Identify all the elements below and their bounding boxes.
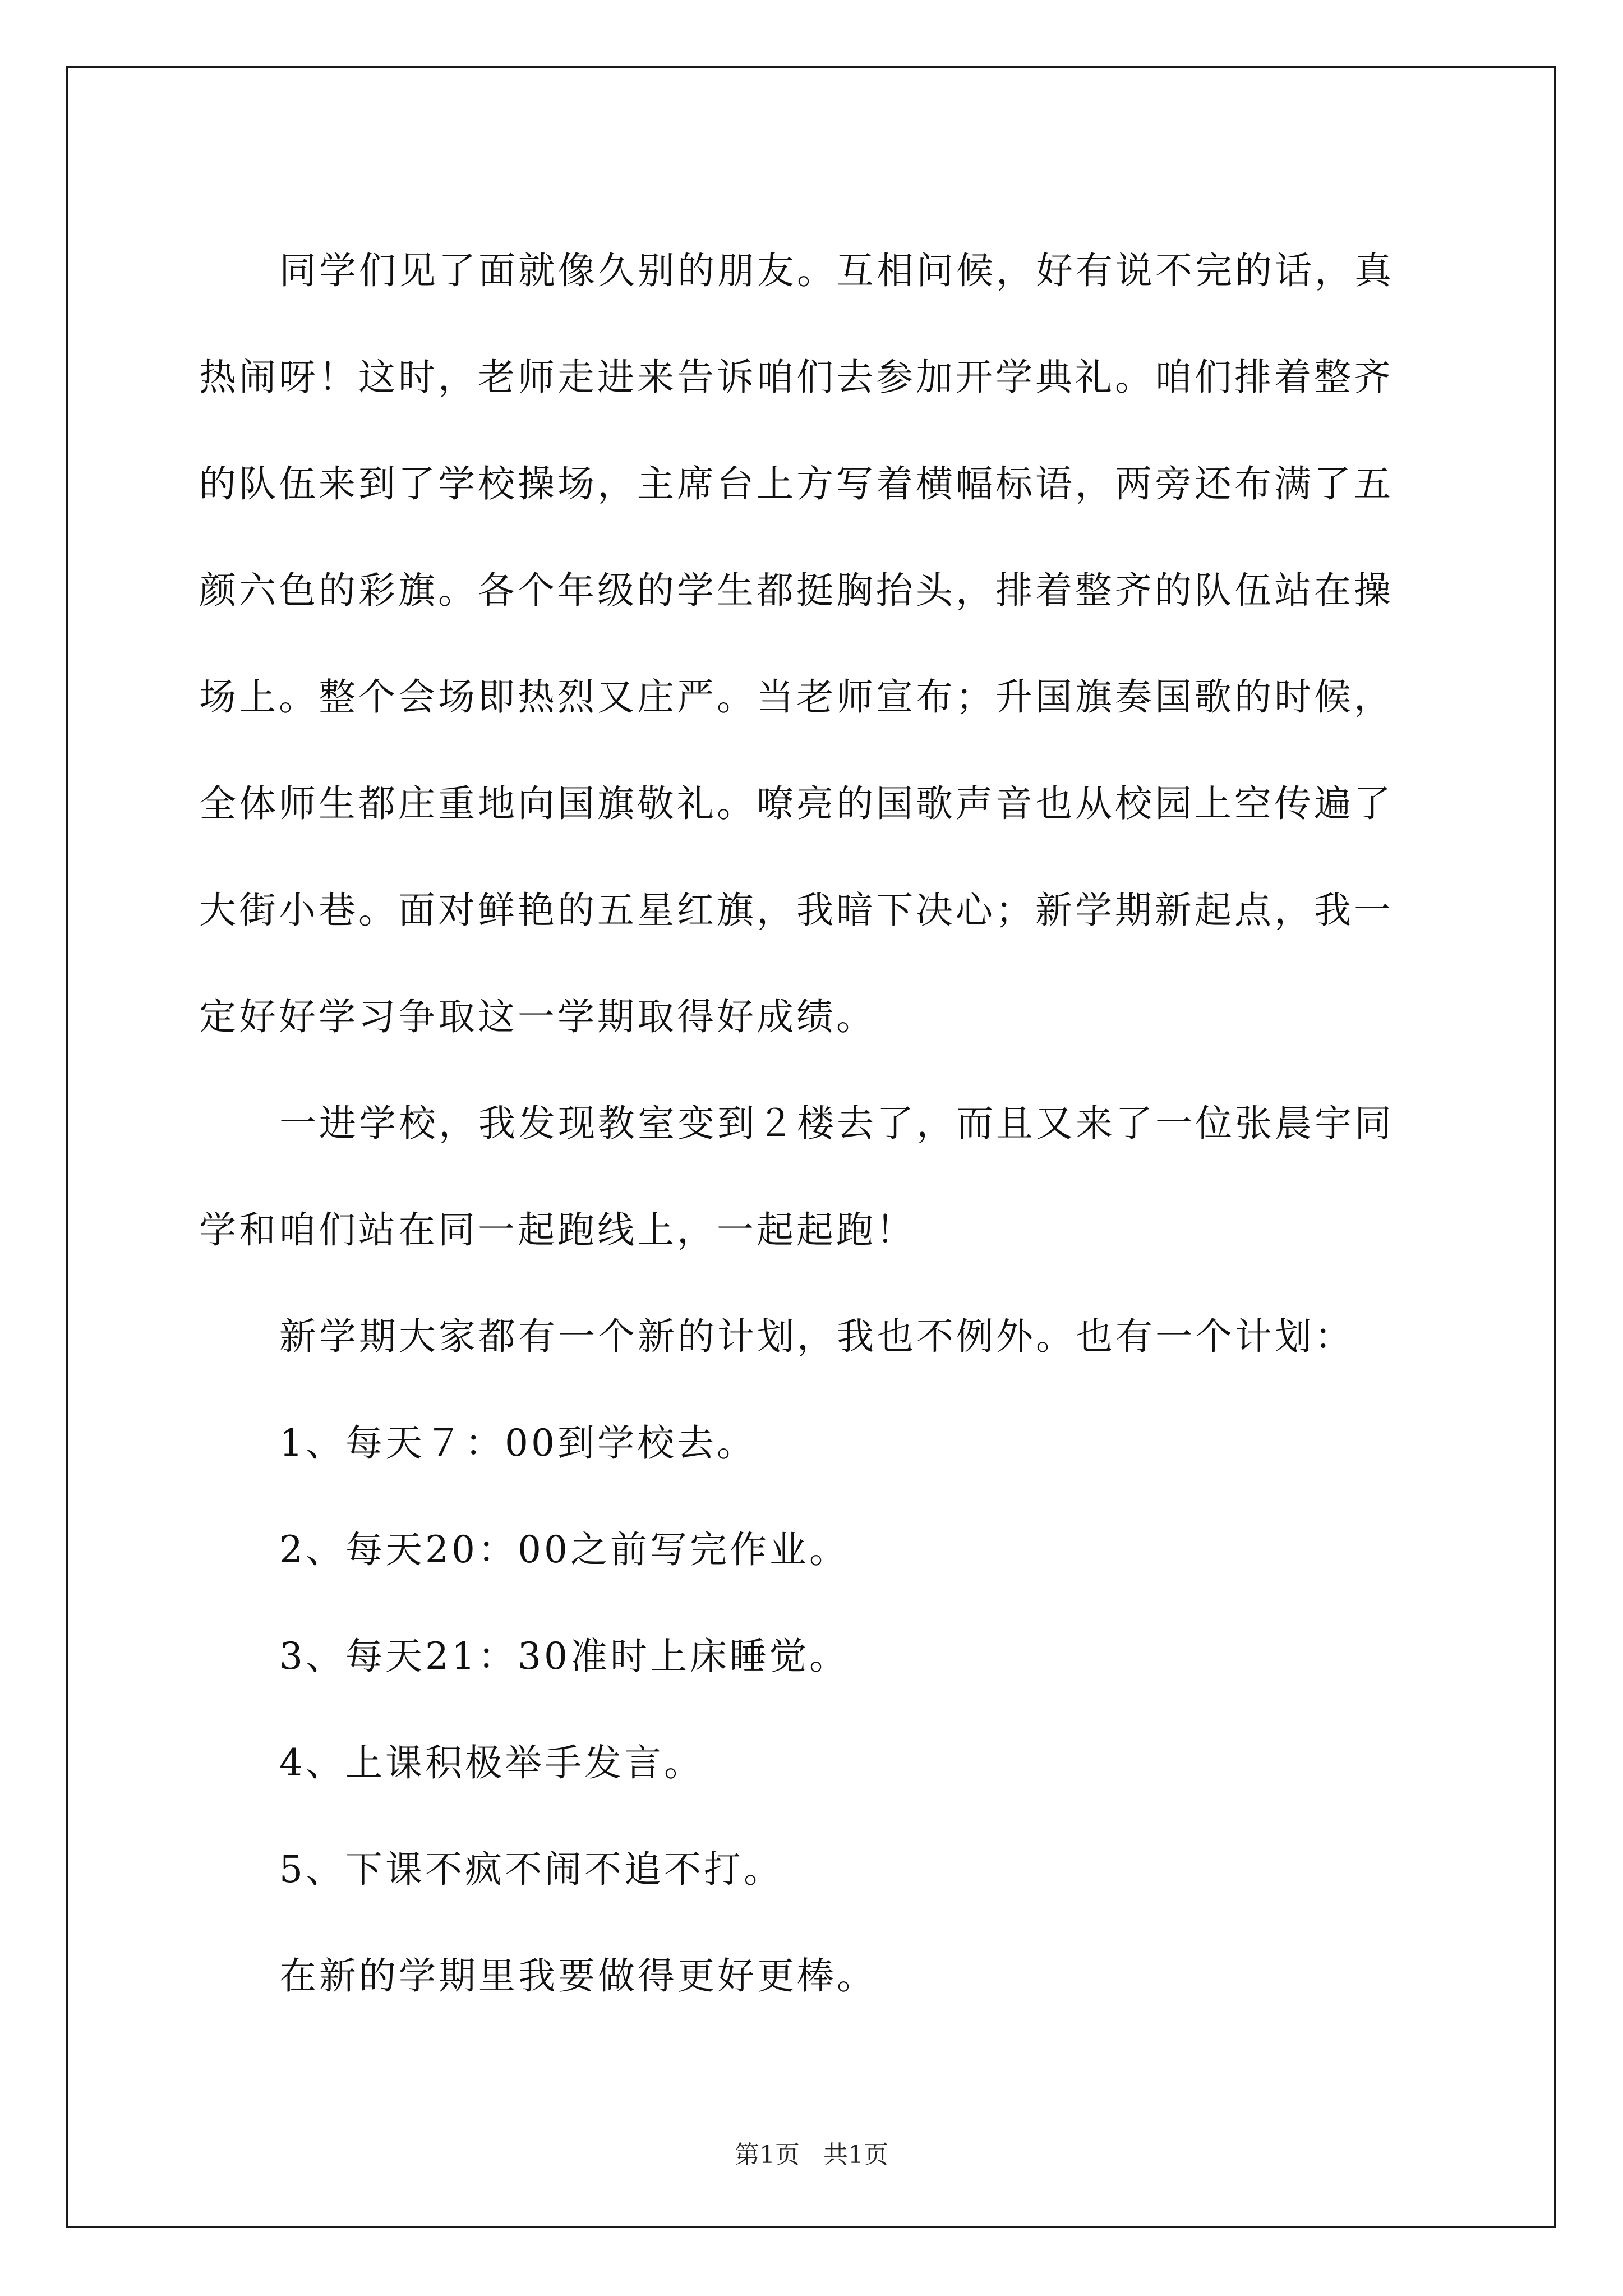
plan-item-3 — [199, 1603, 1427, 1710]
text-line: 3、每天21：30准时上床睡觉。 — [279, 1635, 849, 1678]
page-footer: 第1页 共1页 — [735, 2141, 888, 2169]
plan-item-5 — [199, 1816, 1427, 1923]
paragraph-new-classroom — [199, 1070, 1427, 1283]
paragraph-closing — [199, 1923, 1427, 2030]
paragraph-plan-intro — [199, 1283, 1427, 1390]
text-line: 4、上课积极举手发言。 — [279, 1741, 704, 1784]
paragraph-opening-ceremony — [199, 218, 1427, 1070]
text-line: 5、下课不疯不闹不追不打。 — [279, 1848, 783, 1891]
text-line: 的队伍来到了学校操场，主席台上方写着横幅标语，两旁还布满了五 — [199, 462, 1394, 505]
text-line: 一进学校，我发现教室变到２楼去了，而且又来了一位张晨宇同 — [279, 1102, 1394, 1145]
document-body — [199, 218, 1427, 2030]
plan-item-1 — [199, 1390, 1427, 1497]
text-line: 在新的学期里我要做得更好更棒。 — [279, 1954, 877, 1998]
text-line: 同学们见了面就像久别的朋友。互相问候，好有说不完的话，真 — [279, 249, 1394, 292]
text-line: 颜六色的彩旗。各个年级的学生都挺胸抬头，排着整齐的队伍站在操 — [199, 569, 1394, 612]
text-line: 1、每天７：00到学校去。 — [279, 1421, 757, 1465]
plan-item-4 — [199, 1710, 1427, 1816]
text-line: 大街小巷。面对鲜艳的五星红旗，我暗下决心；新学期新起点，我一 — [199, 889, 1394, 932]
text-line: 新学期大家都有一个新的计划，我也不例外。也有一个计划： — [279, 1315, 1354, 1358]
text-line: 学和咱们站在同一起跑线上，一起起跑！ — [199, 1208, 916, 1251]
text-line: 热闹呀！这时，老师走进来告诉咱们去参加开学典礼。咱们排着整齐 — [199, 356, 1394, 399]
text-line: 场上。整个会场即热烈又庄严。当老师宣布；升国旗奏国歌的时候， — [199, 675, 1394, 719]
text-line: 定好好学习争取这一学期取得好成绩。 — [199, 995, 876, 1038]
text-line: 全体师生都庄重地向国旗敬礼。嘹亮的国歌声音也从校园上空传遍了 — [199, 782, 1394, 825]
plan-item-2 — [199, 1497, 1427, 1603]
text-line: 2、每天20：00之前写完作业。 — [279, 1528, 849, 1571]
